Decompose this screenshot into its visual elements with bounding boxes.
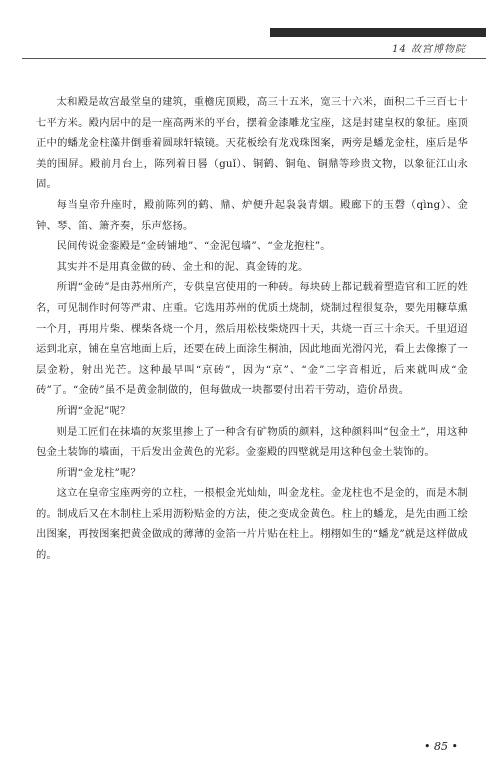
page-header xyxy=(22,0,486,64)
page-number: • 85 • xyxy=(424,740,458,753)
running-head: 14 故宫博物院 xyxy=(392,44,466,55)
header-rule xyxy=(22,58,486,59)
header-decorative-bar xyxy=(270,28,486,37)
paragraph-golden-mud-question: 所谓“金泥”呢？ xyxy=(56,404,131,417)
paragraph-golden-mud: 则是工匠们在抹墙的灰浆里掺上了一种含有矿物质的颜料，这种颜料叫“包金土”，用这种包金土装饰的墙面，干后发出金黄色的光彩。金銮殿的四壁就是用这种包金土装饰的。 xyxy=(36,425,468,459)
page-body xyxy=(36,92,468,566)
paragraph-emperor-ascends: 每当皇帝升座时，殿前陈列的鹤、鼎、炉便升起袅袅青烟。殿廊下的玉磬（qìng）、金钟、琴、笛、箫齐奏，乐声悠扬。 xyxy=(36,198,468,232)
paragraph-folk-legend: 民间传说金銮殿是“金砖铺地”、“金泥包墙”、“金龙抱柱”。 xyxy=(56,240,331,253)
paragraph-golden-pillar: 这立在皇帝宝座两旁的立柱，一根根金光灿灿，叫金龙柱。金龙柱也不是金的，而是木制的。制成后又在木制柱上采用沥粉贴金的方法，使之变成金黄色。柱上的蟠龙，是先由画工绘出图案，再按图案把黄金做成的薄薄的金箔一片片贴在柱上。栩栩如生的“蟠龙”就是这样做成的。 xyxy=(36,487,468,562)
paragraph-not-real-gold: 其实并不是用真金做的砖、金土和的泥、真金铸的龙。 xyxy=(56,260,309,273)
paragraph-golden-pillar-question: 所谓“金龙柱”呢？ xyxy=(56,466,141,479)
paragraph-taihe-hall: 太和殿是故宫最堂皇的建筑，重檐庑顶殿，高三十五米，宽三十六米，面积二千三百七十七平方米。殿内居中的是一座高两米的平台，摆着金漆雕龙宝座，这是封建皇权的象征。座顶正中的蟠龙金柱藻井倒垂着圆球轩辕镜。天花板绘有龙戏珠图案，两旁是蟠龙金柱，座后是华美的围屏。殿前月台上，陈列着日晷（guǐ）、铜鹤、铜龟、铜鼎等珍贵文物，以象征江山永固。 xyxy=(36,96,468,191)
paragraph-golden-bricks: 所谓“金砖”是由苏州所产，专供皇宫使用的一种砖。每块砖上都记载着塑造官和工匠的姓名，可见制作时何等严肃、庄重。它选用苏州的优质土烧制，烧制过程很复杂，要先用糠草熏一个月，再用片柴、棵柴各烧一个月，然后用松枝柴烧四十天，共烧一百三十余天。千里迢迢运到北京，铺在皇宫地面上后，还要在砖上面涂生桐油，因此地面光滑闪光，看上去像擦了一层金粉，射出光芒。这种最早叫“京砖”，因为“京”、“金”二字音相近，后来就叫成“金砖”了。“金砖”虽不是黄金制做的，但每做成一块都要付出若干劳动，造价昂贵。 xyxy=(36,281,468,397)
